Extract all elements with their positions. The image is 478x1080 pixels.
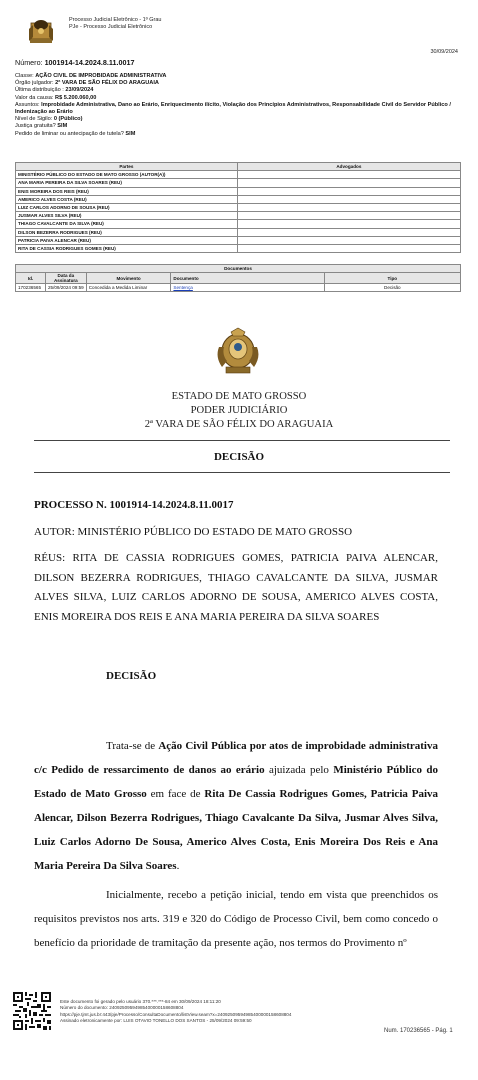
title-divider: [34, 472, 450, 473]
assuntos-value: Improbidade Administrativa, Dano ao Erário, Enriquecimento ilícito, Violação dos Princípios Administrativos, Responsabilidade Civil do Servidor Público / Indenização ao Erário: [15, 101, 451, 116]
party-row: [16, 220, 461, 228]
orgao-value: 2ª VARA DE SÃO FÉLIX DO ARAGUAIA: [55, 80, 159, 87]
pje-logo: [27, 15, 55, 45]
processo-number: PROCESSO N. 1001914-14.2024.8.11.0017: [34, 499, 234, 511]
classe-label: Classe:: [15, 73, 34, 79]
doc-header-tipo: Tipo: [324, 273, 460, 284]
orgao-label: Órgão julgador:: [15, 80, 54, 87]
footer-line2: Número do documento: 24092509594985400000158608804: [60, 1005, 184, 1011]
party-row: [16, 228, 461, 236]
sigilo-value: 0 (Público): [53, 116, 83, 123]
party-name: RITA DE CASSIA RODRIGUES GOMES (REU): [16, 244, 238, 252]
process-info: [15, 58, 465, 138]
p1-plaintiff: Ministério Público do Estado de Mato Grosso: [34, 764, 438, 800]
p1-text-a: Trata-se de: [106, 740, 159, 752]
party-lawyer: [237, 195, 460, 203]
party-lawyer: [237, 179, 460, 187]
header-divider: [34, 440, 450, 441]
distribuicao-row: [15, 87, 465, 94]
court-coat-of-arms-icon: [213, 327, 263, 375]
pje-header-line2: PJe - Processo Judicial Eletrônico: [69, 24, 153, 30]
party-row: [16, 171, 461, 179]
document-row: [16, 284, 461, 292]
party-lawyer: [237, 244, 460, 252]
p1-action: Ação Civil Pública por atos de improbidade administrativa c/c Pedido de ressarcimento de danos ao erário: [34, 740, 438, 776]
valor-value: R$ 5.200.060,00: [55, 94, 97, 101]
documents-title: Documentos: [16, 265, 461, 273]
decision-subtitle: DECISÃO: [106, 670, 157, 682]
p1-text-g: .: [176, 860, 180, 872]
doc-header-documento: Documento: [171, 273, 324, 284]
party-row: [16, 195, 461, 203]
distribuicao-label: Última distribuição :: [15, 87, 64, 94]
court-header-line1: ESTADO DE MATO GROSSO: [171, 391, 307, 402]
parties-header-row: [16, 163, 461, 171]
footer-line1: Este documento foi gerado pelo usuário 370.***.***-84 em 30/09/2024 18:11:20: [60, 999, 221, 1004]
assuntos-label: Assuntos:: [15, 101, 40, 108]
party-name: AMERICO ALVES COSTA (REU): [16, 195, 238, 203]
party-row: [16, 187, 461, 195]
parties-table: [15, 162, 461, 253]
party-lawyer: [237, 203, 460, 211]
party-name: ANA MARIA PEREIRA DA SILVA SOARES (REU): [16, 179, 238, 187]
party-lawyer: [237, 212, 460, 220]
party-row: [16, 244, 461, 252]
footer-line3[interactable]: https://pje.tjmt.jus.br:443/pje/Processo/ConsultaDocumento/listView.seam?x=24092509594985400000158608804: [60, 1011, 292, 1017]
court-header-line2: PODER JUDICIÁRIO: [190, 405, 288, 416]
party-name: ENIS MOREIRA DOS REIS (REU): [16, 187, 238, 195]
doc-header-data: Data da Assinatura: [45, 273, 86, 284]
court-header-line3: 2ª VARA DE SÃO FÉLIX DO ARAGUAIA: [144, 419, 334, 430]
paragraph-1: [34, 734, 438, 878]
doc-data: 25/09/2024 09:59: [45, 284, 86, 292]
documents-header-row: [16, 273, 461, 284]
decision-title: DECISÃO: [213, 451, 265, 463]
reus-paragraph: RÉUS: RITA DE CASSIA RODRIGUES GOMES, PATRICIA PAIVA ALENCAR, DILSON BEZERRA RODRIGUES, THIAGO CAVALCANTE DA SILVA, JUSMAR ALVES SILVA, LUIZ CARLOS ADORNO DE SOUSA, AMERICO ALVES COSTA, ENIS MOREIRA DOS REIS E ANA MARIA PEREIRA DA SILVA SOARES: [34, 552, 438, 623]
party-row: [16, 236, 461, 244]
doc-link[interactable]: Sentença: [171, 284, 324, 292]
court-crest: [213, 327, 263, 375]
doc-id: 170236565: [16, 284, 46, 292]
p1-text-c: ajuizada pelo: [264, 764, 334, 776]
coat-of-arms-icon: [27, 15, 55, 45]
party-name: PATRICIA PAIVA ALENCAR (REU): [16, 236, 238, 244]
party-name: THIAGO CAVALCANTE DA SILVA (REU): [16, 220, 238, 228]
qr-code: [13, 992, 51, 1030]
party-row: [16, 203, 461, 211]
pje-header-line1: Processo Judicial Eletrônico - 1º Grau: [69, 17, 162, 23]
valor-row: [15, 95, 465, 102]
party-lawyer: [237, 220, 460, 228]
advogados-header: Advogados: [237, 163, 460, 171]
assuntos-row: [15, 102, 465, 116]
footer-text: [60, 999, 291, 1025]
justica-label: Justiça gratuita?: [15, 123, 56, 130]
party-name: MINISTÉRIO PÚBLICO DO ESTADO DE MATO GROSSO (AUTOR(A)): [16, 171, 238, 179]
justica-value: SIM: [57, 123, 68, 130]
liminar-value: SIM: [125, 130, 136, 137]
paragraph-2: Inicialmente, recebo a petição inicial, tendo em vista que preenchidos os requisitos previstos nos arts. 319 e 320 do Código de Processo Civil, bem como concedo o benefício da prioridade de tramitação da presente ação, nos termos do Provimento nº: [34, 889, 438, 949]
liminar-row: [15, 131, 465, 138]
p1-text-e: em face de: [146, 788, 205, 800]
doc-header-id: Id.: [16, 273, 46, 284]
court-header: [0, 390, 478, 432]
party-lawyer: [237, 228, 460, 236]
autor-line: AUTOR: MINISTÉRIO PÚBLICO DO ESTADO DE MATO GROSSO: [34, 526, 353, 538]
doc-header-movimento: Movimento: [86, 273, 171, 284]
footer-line4: Assinado eletronicamente por: LUIS OTAVIO TONELLO DOS SANTOS - 25/09/2024 09:59:50: [60, 1018, 252, 1024]
sigilo-row: [15, 116, 465, 123]
party-lawyer: [237, 236, 460, 244]
p1-defendants: Rita De Cassia Rodrigues Gomes, Patricia Paiva Alencar, Dilson Bezerra Rodrigues, Thiago Cavalcante Da Silva, Jusmar Alves Silva, Luiz Carlos Adorno De Sousa, Americo Alves Costa, Enis Moreira Dos Reis e Ana Maria Pereira Da Silva Soares: [34, 788, 439, 872]
party-row: [16, 179, 461, 187]
liminar-label: Pedido de liminar ou antecipação de tutela?: [15, 130, 124, 137]
documents-table: [15, 264, 461, 292]
parties-body: [16, 171, 461, 253]
sigilo-label: Nível de Sigilo:: [15, 116, 53, 123]
party-name: LUIZ CARLOS ADORNO DE SOUSA (REU): [16, 203, 238, 211]
party-lawyer: [237, 171, 460, 179]
classe-value: AÇÃO CIVIL DE IMPROBIDADE ADMINISTRATIVA: [35, 73, 167, 79]
party-name: JUSMAR ALVES SILVA (REU): [16, 212, 238, 220]
numero-label: Número:: [15, 58, 43, 67]
distribuicao-value: 23/09/2024: [65, 87, 94, 94]
doc-tipo: Decisão: [324, 284, 460, 292]
qr-code-icon: [13, 992, 51, 1030]
parties-header: Partes: [16, 163, 238, 171]
documents-title-row: [16, 265, 461, 273]
party-name: DILSON BEZERRA RODRIGUES (REU): [16, 228, 238, 236]
doc-movimento: Concedida a Medida Liminar: [86, 284, 171, 292]
valor-label: Valor da causa:: [15, 94, 54, 101]
justica-row: [15, 123, 465, 130]
pje-header-date: 30/09/2024: [430, 49, 458, 55]
party-row: [16, 212, 461, 220]
party-lawyer: [237, 187, 460, 195]
page-number: Num. 170236565 - Pág. 1: [384, 1028, 453, 1034]
numero-value: 1001914-14.2024.8.11.0017: [44, 58, 135, 67]
